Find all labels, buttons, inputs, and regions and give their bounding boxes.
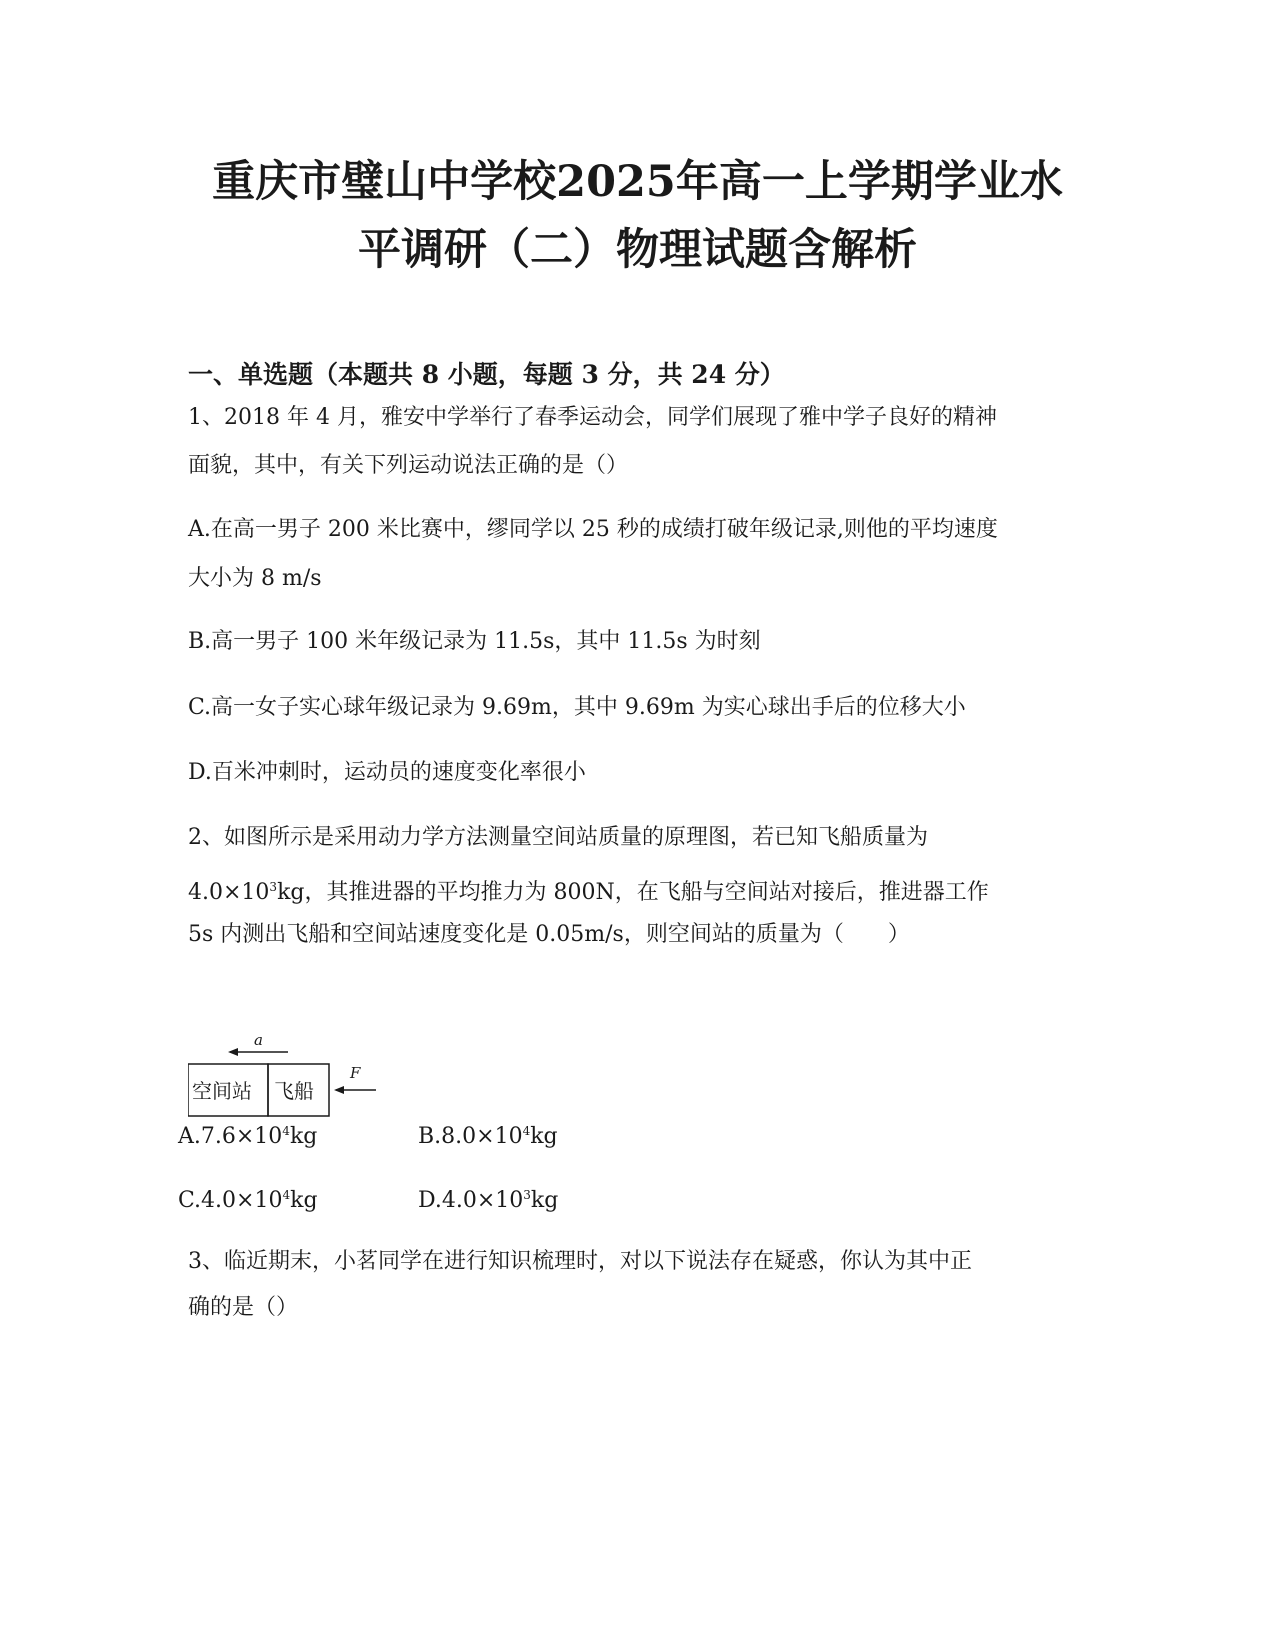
- q2-option-c: [178, 1180, 318, 1216]
- q2-option-d: [418, 1180, 558, 1216]
- spaceship-label: 飞船: [274, 1079, 314, 1103]
- space-station-label: 空间站: [192, 1079, 252, 1103]
- q2-option-c-exponent: 4: [282, 1188, 291, 1202]
- q2-option-a: [178, 1116, 317, 1152]
- q2-stem-line-1: 2、如图所示是采用动力学方法测量空间站质量的原理图，若已知飞船质量为: [188, 825, 928, 850]
- q2-option-b-exponent: 4: [522, 1124, 531, 1138]
- q1-stem-line-2: 面貌，其中，有关下列运动说法正确的是（）: [188, 453, 629, 478]
- q3-stem-line-2: 确的是（）: [188, 1295, 299, 1320]
- q2-diagram: [188, 1030, 398, 1130]
- force-label: F: [350, 1064, 361, 1082]
- document-title: [160, 148, 1115, 284]
- q1-option-a-line-1: A.在高一男子 200 米比赛中，缪同学以 25 秒的成绩打破年级记录,则他的平均速度: [188, 517, 998, 542]
- docking-diagram-svg: [188, 1030, 398, 1130]
- q1-option-a-line-2: 大小为 8 m/s: [188, 566, 322, 591]
- q2-option-b-unit: kg: [530, 1124, 558, 1149]
- q2-mass-exponent: 3: [269, 880, 278, 894]
- q2-option-a-base: A.7.6×10: [178, 1124, 283, 1149]
- q2-stem-line-2-text: kg，其推进器的平均推力为 800N，在飞船与空间站对接后，推进器工作: [277, 880, 989, 905]
- q1-option-c: C.高一女子实心球年级记录为 9.69m，其中 9.69m 为实心球出手后的位移大小: [188, 695, 966, 720]
- acceleration-arrowhead: [228, 1048, 238, 1056]
- q2-option-d-unit: kg: [530, 1188, 559, 1213]
- q1-option-b: B.高一男子 100 米年级记录为 11.5s，其中 11.5s 为时刻: [188, 629, 761, 654]
- q1-stem-line-1: 1、2018 年 4 月，雅安中学举行了春季运动会，同学们展现了雅中学子良好的精神: [188, 405, 997, 430]
- q2-option-c-base: C.4.0×10: [178, 1188, 283, 1213]
- q2-mass-value: 4.0×10: [188, 880, 270, 905]
- q2-option-b-base: B.8.0×10: [418, 1124, 523, 1149]
- q1-option-d: D.百米冲刺时，运动员的速度变化率很小: [188, 760, 586, 785]
- section-heading: 一、单选题（本题共 8 小题，每题 3 分，共 24 分）: [188, 360, 785, 389]
- q2-option-d-exponent: 3: [523, 1188, 531, 1202]
- acceleration-label: a: [254, 1031, 263, 1049]
- q2-stem-line-3: 5s 内测出飞船和空间站速度变化是 0.05m/s，则空间站的质量为（ ）: [188, 922, 910, 947]
- title-line-1: 重庆市璧山中学校2025年高一上学期学业水: [212, 157, 1063, 207]
- q2-option-c-unit: kg: [290, 1188, 318, 1213]
- q2-stem-line-2: [188, 872, 989, 908]
- q2-option-a-exponent: 4: [282, 1124, 290, 1138]
- q2-option-b: [418, 1116, 558, 1152]
- force-arrowhead: [334, 1086, 344, 1094]
- q2-option-a-unit: kg: [289, 1124, 318, 1149]
- q2-option-d-base: D.4.0×10: [418, 1188, 524, 1213]
- q3-stem-line-1: 3、临近期末，小茗同学在进行知识梳理时，对以下说法存在疑惑，你认为其中正: [188, 1249, 972, 1274]
- title-line-2: 平调研（二）物理试题含解析: [358, 225, 917, 275]
